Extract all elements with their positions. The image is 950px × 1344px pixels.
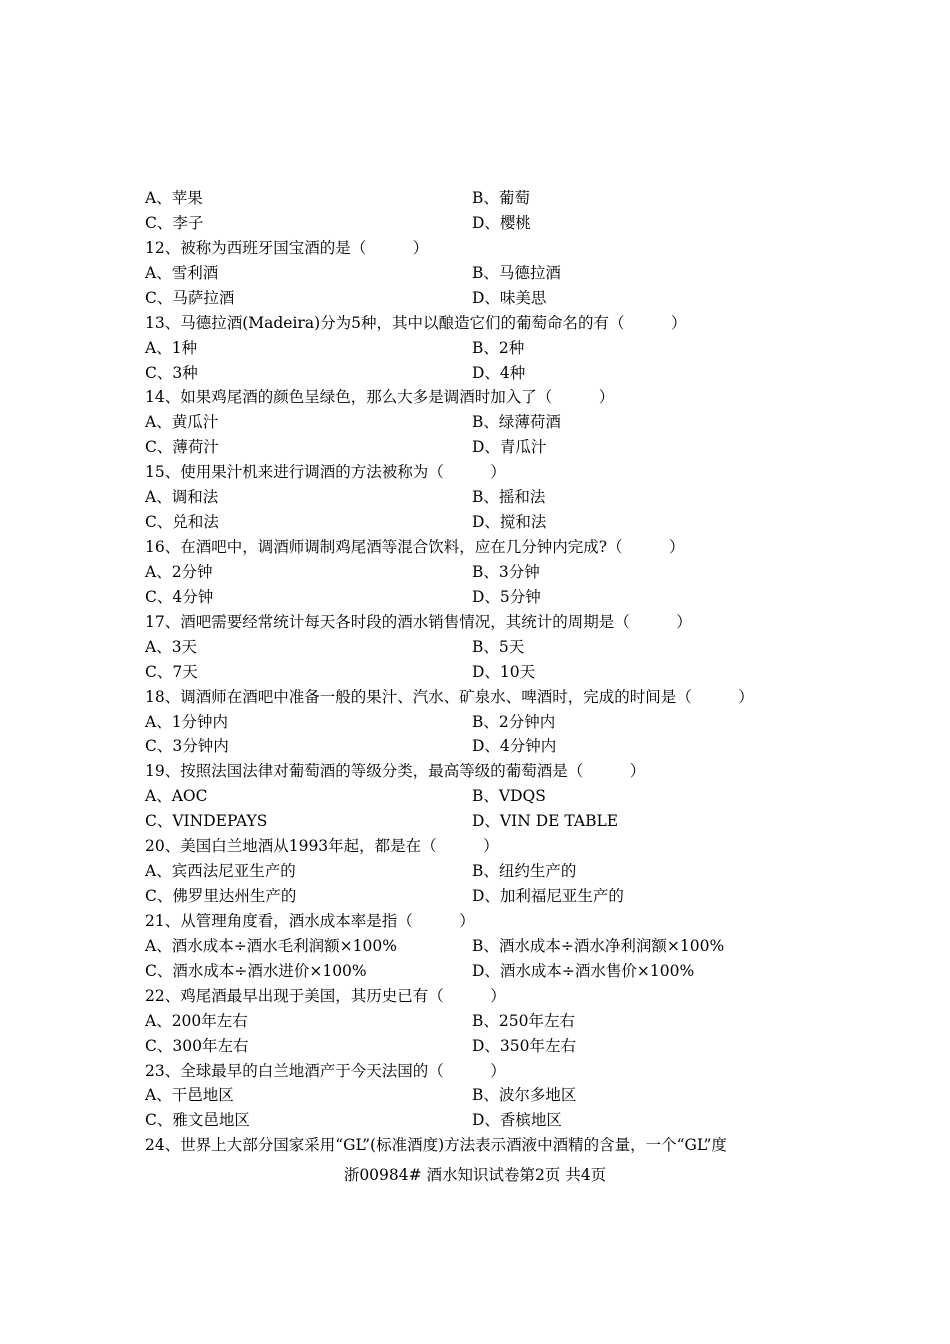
question-stem: 14、如果鸡尾酒的颜色呈绿色，那么大多是调酒时加入了（ ） [145,388,615,406]
answer-option: D、350年左右 [472,1037,577,1055]
answer-option: C、VINDEPAYS [145,812,268,830]
answer-option: B、波尔多地区 [472,1086,577,1104]
question-stem: 20、美国白兰地酒从1993年起，都是在（ ） [145,837,499,855]
answer-option: C、300年左右 [145,1037,249,1055]
answer-option: C、雅文邑地区 [145,1111,250,1129]
answer-option: C、3分钟内 [145,737,229,755]
answer-option: D、酒水成本÷酒水售价×100% [472,962,695,980]
question-stem: 24、世界上大部分国家采用“GL”(标准酒度)方法表示酒液中酒精的含量，一个“GL”度 [145,1136,727,1154]
answer-option: A、2分钟 [145,563,213,581]
answer-option: D、加利福尼亚生产的 [472,887,624,905]
answer-option: D、4分钟内 [472,737,557,755]
question-stem: 12、被称为西班牙国宝酒的是（ ） [145,239,429,257]
answer-option: A、雪利酒 [145,264,219,282]
answer-option: C、兑和法 [145,513,219,531]
answer-option: D、5分钟 [472,588,541,606]
answer-option: C、7天 [145,663,198,681]
answer-option: D、香槟地区 [472,1111,562,1129]
page-footer: 浙00984# 酒水知识试卷第2页 共4页 [343,1166,607,1184]
question-stem: 18、调酒师在酒吧中准备一般的果汁、汽水、矿泉水、啤酒时，完成的时间是（ ） [145,688,754,706]
question-stem: 16、在酒吧中，调酒师调制鸡尾酒等混合饮料，应在几分钟内完成?（ ） [145,538,685,556]
answer-option: A、3天 [145,638,198,656]
answer-option: B、2种 [472,339,525,357]
question-stem: 19、按照法国法律对葡萄酒的等级分类，最高等级的葡萄酒是（ ） [145,762,646,780]
answer-option: A、1种 [145,339,198,357]
question-stem: 13、马德拉酒(Madeira)分为5种，其中以酿造它们的葡萄命名的有（ ） [145,314,687,332]
answer-option: D、樱桃 [472,214,531,232]
answer-option: B、5天 [472,638,525,656]
answer-option: B、250年左右 [472,1012,575,1030]
answer-option: A、宾西法尼亚生产的 [145,862,296,880]
answer-option: A、苹果 [145,189,203,207]
answer-option: B、葡萄 [472,189,530,207]
answer-option: C、马萨拉酒 [145,289,235,307]
answer-option: A、调和法 [145,488,219,506]
answer-option: A、黄瓜汁 [145,413,219,431]
answer-option: A、AOC [145,787,208,805]
answer-option: B、马德拉酒 [472,264,561,282]
answer-option: D、10天 [472,663,536,681]
answer-option: B、VDQS [472,787,546,805]
answer-option: C、3种 [145,364,198,382]
answer-option: D、4种 [472,364,526,382]
answer-option: C、酒水成本÷酒水进价×100% [145,962,367,980]
question-stem: 15、使用果汁机来进行调酒的方法被称为（ ） [145,463,506,481]
answer-option: B、绿薄荷酒 [472,413,561,431]
answer-option: D、味美思 [472,289,547,307]
answer-option: D、搅和法 [472,513,547,531]
answer-option: A、200年左右 [145,1012,248,1030]
answer-option: B、酒水成本÷酒水净利润额×100% [472,937,725,955]
question-stem: 17、酒吧需要经常统计每天各时段的酒水销售情况，其统计的周期是（ ） [145,613,692,631]
question-stem: 21、从管理角度看，酒水成本率是指（ ） [145,912,475,930]
answer-option: B、摇和法 [472,488,546,506]
answer-option: A、干邑地区 [145,1086,234,1104]
answer-option: A、酒水成本÷酒水毛利润额×100% [145,937,397,955]
answer-option: C、4分钟 [145,588,214,606]
answer-option: C、佛罗里达州生产的 [145,887,297,905]
answer-option: C、薄荷汁 [145,438,219,456]
question-stem: 22、鸡尾酒最早出现于美国，其历史已有（ ） [145,987,506,1005]
question-stem: 23、全球最早的白兰地酒产于今天法国的（ ） [145,1062,506,1080]
answer-option: B、2分钟内 [472,713,556,731]
answer-option: C、李子 [145,214,204,232]
answer-option: D、青瓜汁 [472,438,547,456]
answer-option: A、1分钟内 [145,713,229,731]
answer-option: B、3分钟 [472,563,540,581]
answer-option: B、纽约生产的 [472,862,577,880]
answer-option: D、VIN DE TABLE [472,812,619,830]
